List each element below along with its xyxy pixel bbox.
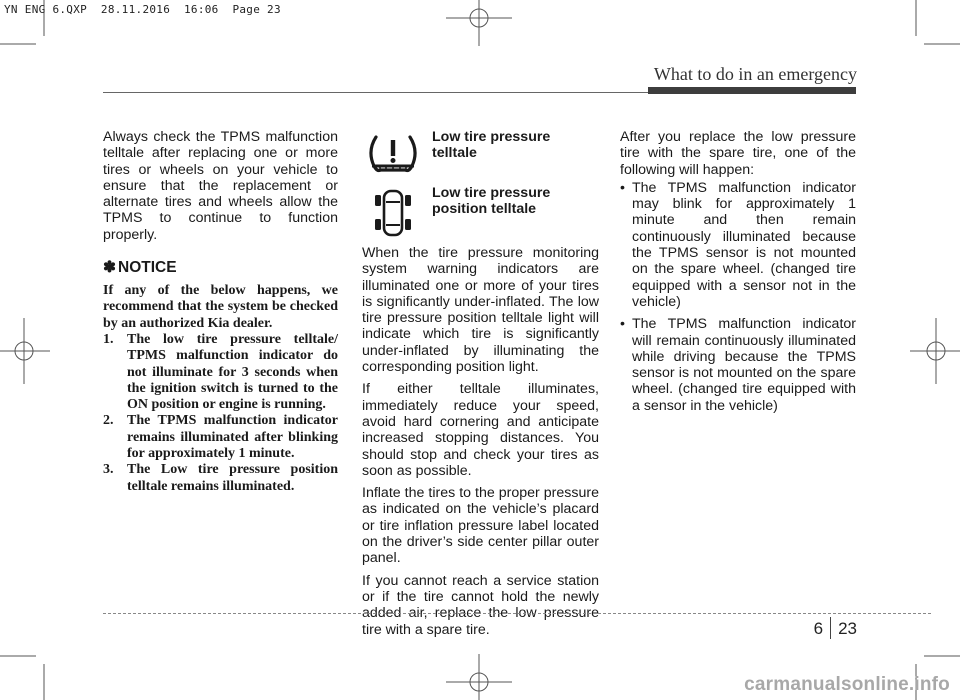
telltale-row-position — [362, 185, 599, 245]
bullet-list — [620, 180, 856, 414]
list-item — [103, 462, 338, 495]
list-item-number: 2. — [103, 413, 114, 429]
footer-rule — [103, 613, 931, 614]
notice-heading — [103, 259, 338, 277]
notice-title: NOTICE — [118, 259, 177, 277]
tire-position-icon — [362, 185, 424, 241]
paragraph: If you cannot reach a service station or if the tire cannot hold the newly added air, replace the low pressure tire with a spare tire. — [362, 572, 599, 638]
list-item-text: The TPMS malfunction indicator will remain continuously illuminated while driving because the TPMS sensor is not mounted on the spare wheel. (changed tire equipped with a sensor in the vehicle) — [632, 316, 856, 414]
list-item — [620, 180, 856, 310]
page-number — [814, 617, 857, 639]
list-item — [620, 316, 856, 414]
list-item — [103, 332, 338, 413]
watermark: carmanualsonline.info — [744, 674, 950, 695]
paragraph: When the tire pressure monitoring system warning indicators are illuminated one or more of your tires is significantly under-inflated. The low tire pressure position telltale light will indicate which tire is significantly under-inflated by illuminating the corresponding position light. — [362, 245, 599, 376]
chapter-number: 6 — [813, 619, 824, 638]
spare-tire-intro: After you replace the low pressure tire with the spare tire, one of the following will happen: — [620, 129, 856, 178]
list-item-text: The Low tire pressure position telltale remains illuminated. — [127, 462, 338, 494]
list-item-text: The low tire pressure telltale/ TPMS malfunction indicator do not illuminate for 3 seconds when the ignition switch is turned to the ON position or engine is running. — [127, 331, 338, 413]
bullet-icon: • — [620, 179, 625, 196]
column-right — [620, 129, 856, 420]
tpms-check-paragraph: Always check the TPMS malfunction telltale after replacing one or more tires or wheels on your vehicle to ensure that the replacement or alternate tires and wheels allow the TPMS to continue to function properly. — [103, 129, 338, 243]
bullet-icon: • — [620, 316, 625, 333]
list-item-text: The TPMS malfunction indicator may blink for approximately 1 minute and then remain continuously illuminated because the TPMS sensor is not mounted on the spare wheel. (changed tire equipped with a sensor not in the vehicle) — [632, 179, 856, 310]
low-tire-pressure-position-label: Low tire pressure position telltale — [432, 185, 551, 218]
tire-pressure-warning-icon — [362, 129, 424, 179]
column-middle — [362, 129, 599, 638]
telltale-row-low-pressure — [362, 129, 599, 185]
header-bar — [648, 87, 856, 94]
list-item — [103, 413, 338, 462]
low-tire-pressure-telltale-label: Low tire pressure telltale — [432, 129, 551, 162]
registration-mark-icon — [446, 0, 512, 46]
column-left — [103, 129, 338, 495]
paragraph: Inflate the tires to the proper pressure as indicated on the vehicle’s placard or tire inflation pressure label located on the driver’s side center pillar outer panel. — [362, 485, 599, 567]
paragraph: If either telltale illuminates, immediately reduce your speed, avoid hard cornering and anticipate increased stopping distances. You should stop and check your tires as soon as possible. — [362, 381, 599, 479]
header-rule — [103, 92, 648, 93]
notice-intro: If any of the below happens, we recommend that the system be checked by an authorized Kia dealer. — [103, 283, 338, 331]
registration-mark-icon — [910, 318, 960, 384]
print-slug: YN ENG 6.QXP 28.11.2016 16:06 Page 23 — [4, 3, 281, 16]
notice-list — [103, 332, 338, 495]
registration-mark-icon — [0, 318, 50, 384]
notice-symbol-icon: ✽ — [103, 259, 116, 277]
page-number-divider — [830, 617, 831, 639]
registration-mark-icon — [446, 654, 512, 700]
section-header-title: What to do in an emergency — [653, 64, 857, 84]
page-number-value: 23 — [838, 619, 857, 638]
list-item-text: The TPMS malfunction indicator remains illuminated after blinking for approximately 1 minute. — [127, 413, 338, 462]
list-item-number: 1. — [103, 331, 114, 347]
list-item-number: 3. — [103, 462, 114, 478]
